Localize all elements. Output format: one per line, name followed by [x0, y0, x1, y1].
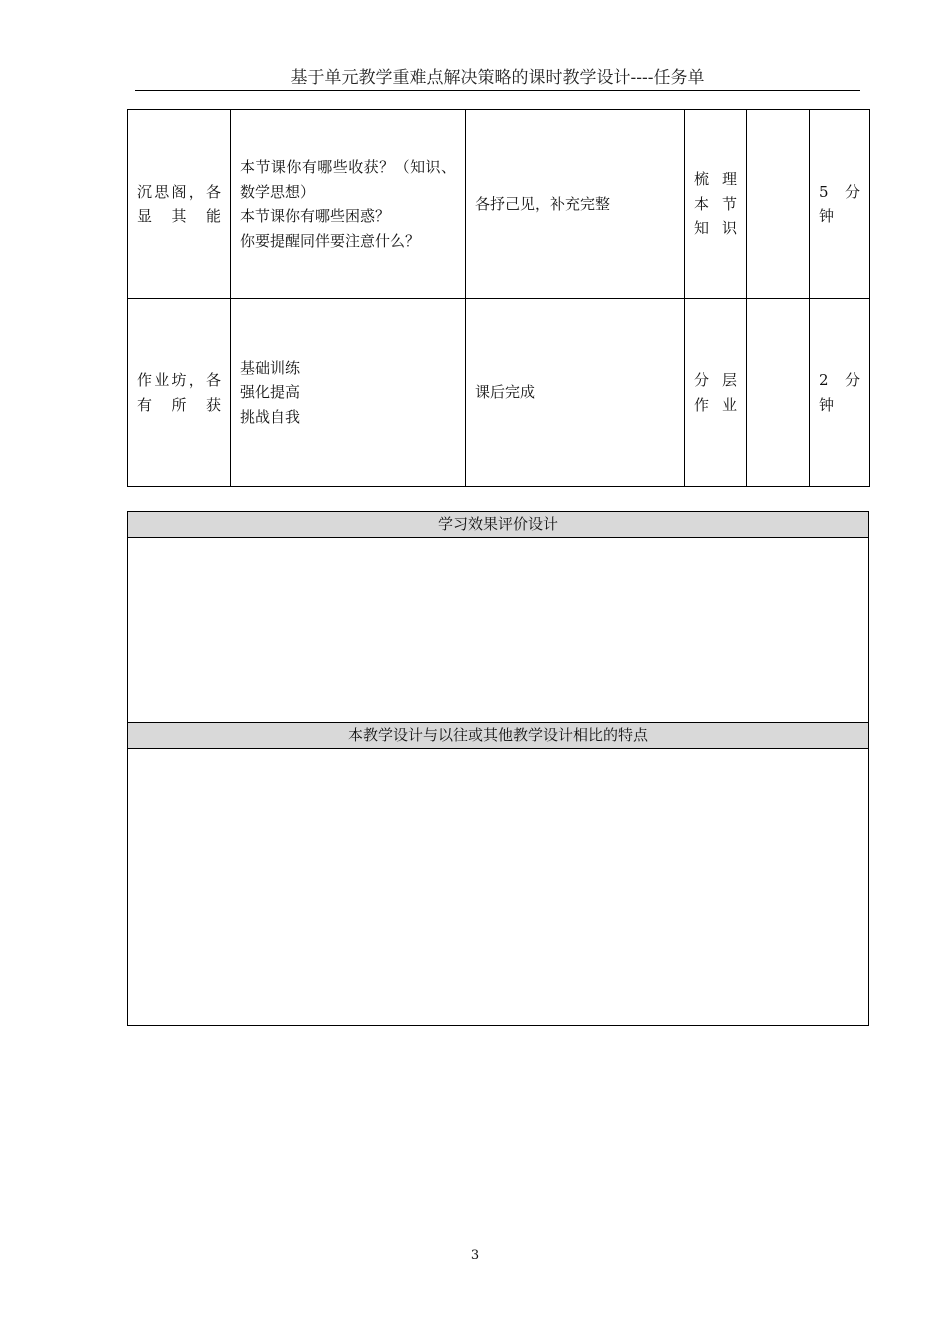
time-cell: 5 分钟 [810, 110, 870, 299]
design-features-heading: 本教学设计与以往或其他教学设计相比的特点 [128, 723, 869, 749]
stage-cell: 沉思阁，各显其能 [128, 110, 231, 299]
task-line: 强化提高 [240, 383, 301, 402]
effect-evaluation-content [128, 538, 869, 723]
tasks-cell [231, 299, 466, 487]
tasks-cell [231, 110, 466, 299]
task-line: 本节课你有哪些困惑？ [240, 207, 391, 225]
student-activity-cell: 课后完成 [466, 299, 685, 487]
table-row [128, 299, 870, 487]
table-row [128, 110, 870, 299]
document-header-title: 基于单元教学重难点解决策略的课时教学设计----任务单 [290, 68, 705, 88]
stage-cell: 作业坊，各有所获 [128, 299, 231, 487]
header-rule [135, 90, 860, 91]
effect-evaluation-heading: 学习效果评价设计 [128, 512, 869, 538]
task-line: 你要提醒同伴要注意什么？ [240, 231, 421, 250]
table-row [128, 749, 869, 1026]
design-features-content [128, 749, 869, 1026]
lesson-plan-table [127, 109, 870, 487]
time-cell: 2 分钟 [810, 299, 870, 487]
task-line: 本节课你有哪些收获？（知识、数学思想） [240, 158, 456, 201]
intent-cell: 分层作业 [685, 299, 747, 487]
intent-cell: 梳理本节知识 [685, 110, 747, 299]
table-row [128, 538, 869, 723]
evaluation-table [127, 511, 869, 1026]
table-row [128, 723, 869, 749]
extra-cell [747, 110, 810, 299]
task-line: 挑战自我 [240, 407, 301, 426]
student-activity-cell: 各抒己见，补充完整 [466, 110, 685, 299]
extra-cell [747, 299, 810, 487]
table-row [128, 512, 869, 538]
page-number: 3 [470, 1248, 480, 1263]
task-line: 基础训练 [240, 358, 301, 377]
